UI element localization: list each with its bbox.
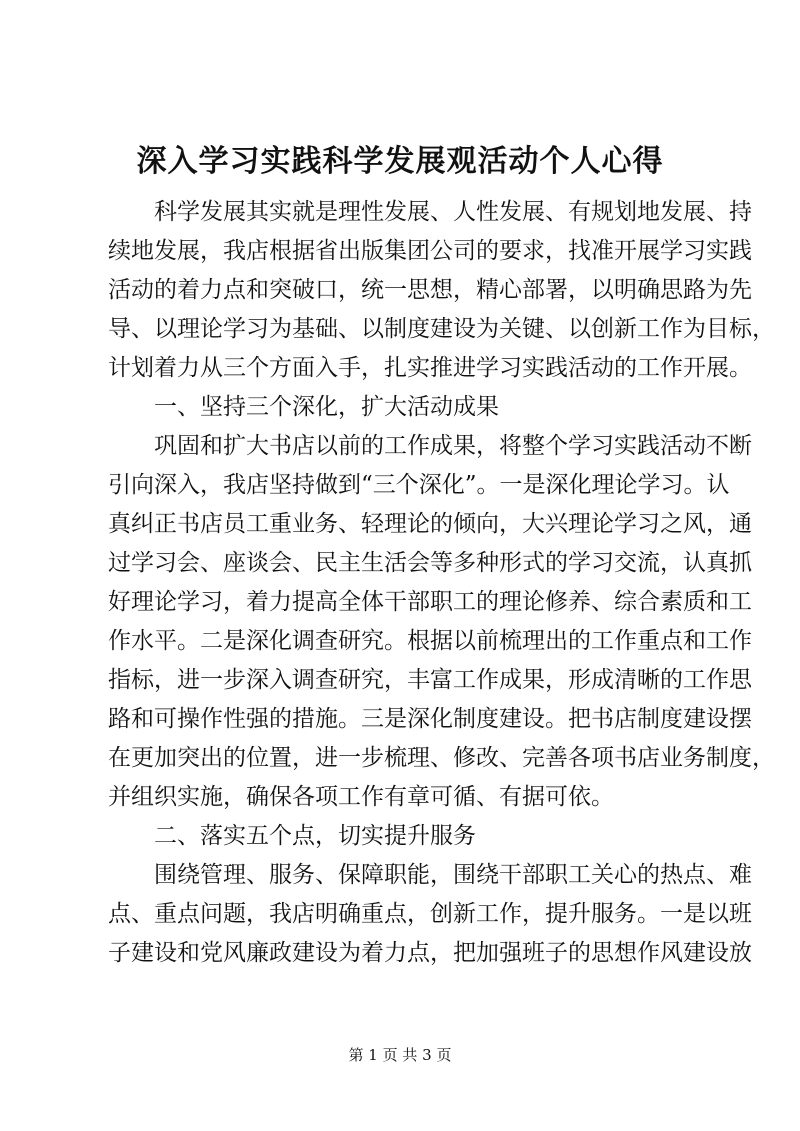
body-line: 子建设和党风廉政建设为着力点，把加强班子的思想作风建设放 [108, 940, 752, 966]
body-line: 点、重点问题，我店明确重点，创新工作，提升服务。一是以班 [108, 901, 752, 927]
section-heading-1: 一、坚持三个深化，扩大活动成果 [108, 394, 499, 420]
body-line: 引向深入，我店坚持做到“三个深化”。一是深化理论学习。认 [108, 472, 730, 498]
body-line: 指标，进一步深入调查研究，丰富工作成果，形成清晰的工作思 [108, 667, 752, 693]
body-line: 并组织实施，确保各项工作有章可循、有据可依。 [108, 784, 614, 810]
body-line: 好理论学习，着力提高全体干部职工的理论修养、综合素质和工 [108, 589, 752, 615]
body-line: 计划着力从三个方面入手，扎实推进学习实践活动的工作开展。 [108, 355, 752, 381]
body-line: 过学习会、座谈会、民主生活会等多种形式的学习交流，认真抓 [108, 550, 752, 576]
body-line: 巩固和扩大书店以前的工作成果，将整个学习实践活动不断 [108, 433, 752, 459]
body-line: 真纠正书店员工重业务、轻理论的倾向，大兴理论学习之风，通 [108, 511, 752, 537]
body-line: 围绕管理、服务、保障职能，围绕干部职工关心的热点、难 [108, 862, 752, 888]
body-line: 活动的着力点和突破口，统一思想，精心部署，以明确思路为先 [108, 277, 752, 303]
body-line: 科学发展其实就是理性发展、人性发展、有规划地发展、持 [108, 199, 752, 225]
body-line: 在更加突出的位置，进一步梳理、修改、完善各项书店业务制度， [108, 745, 775, 771]
section-heading-2: 二、落实五个点，切实提升服务 [108, 823, 476, 849]
body-line: 路和可操作性强的措施。三是深化制度建设。把书店制度建设摆 [108, 706, 752, 732]
document-title: 深入学习实践科学发展观活动个人心得 [136, 144, 664, 179]
body-line: 作水平。二是深化调查研究。根据以前梳理出的工作重点和工作 [108, 628, 752, 654]
page-footer: 第 1 页 共 3 页 [348, 1046, 452, 1064]
body-line: 续地发展，我店根据省出版集团公司的要求，找准开展学习实践 [108, 238, 752, 264]
body-line: 导、以理论学习为基础、以制度建设为关键、以创新工作为目标， [108, 316, 775, 342]
